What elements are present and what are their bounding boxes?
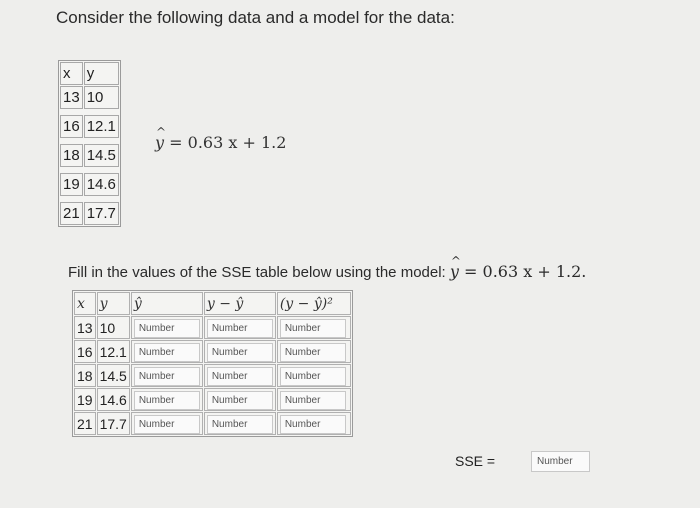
table-row: [74, 316, 351, 339]
yhat-input[interactable]: Number: [134, 415, 200, 434]
sse-table: [72, 290, 353, 437]
table-row: [60, 173, 119, 196]
cell-y: 12.1: [97, 340, 130, 363]
instruction-text: [68, 262, 586, 281]
header-residual: y − ŷ: [204, 292, 276, 315]
cell-x: 13: [60, 86, 83, 109]
cell-x: 19: [74, 388, 96, 411]
residual-input[interactable]: Number: [207, 319, 273, 338]
cell-x: 16: [74, 340, 96, 363]
cell-x: 18: [60, 144, 83, 167]
residual-input[interactable]: Number: [207, 367, 273, 386]
cell-x: 18: [74, 364, 96, 387]
cell-x: 21: [74, 412, 96, 435]
cell-x: 13: [74, 316, 96, 339]
squared-residual-input[interactable]: Number: [280, 391, 346, 410]
table-row: [60, 144, 119, 167]
table-row: [74, 388, 351, 411]
cell-y: 12.1: [84, 115, 119, 138]
table-row: [60, 115, 119, 138]
squared-residual-input[interactable]: Number: [280, 415, 346, 434]
table-row: [74, 364, 351, 387]
yhat-input[interactable]: Number: [134, 391, 200, 410]
yhat-input[interactable]: Number: [134, 343, 200, 362]
cell-y: 10: [84, 86, 119, 109]
header-x: x: [74, 292, 96, 315]
model-lhs: ^ y: [155, 133, 164, 152]
cell-y: 14.5: [84, 144, 119, 167]
sse-input[interactable]: Number: [531, 451, 590, 472]
instruction-label: Fill in the values of the SSE table below using the model:: [68, 264, 446, 281]
cell-x: 16: [60, 115, 83, 138]
cell-x: 19: [60, 173, 83, 196]
squared-residual-input[interactable]: Number: [280, 367, 346, 386]
cell-y: 14.5: [97, 364, 130, 387]
cell-y: 17.7: [84, 202, 119, 225]
model-rhs: = 0.63 x + 1.2: [169, 133, 287, 152]
model-equation: [155, 133, 286, 152]
instruction-equation: [450, 262, 586, 281]
cell-y: 10: [97, 316, 130, 339]
sse-table-header: [74, 292, 351, 315]
instruction-rhs: = 0.63 x + 1.2.: [464, 262, 587, 281]
residual-input[interactable]: Number: [207, 343, 273, 362]
header-squared-residual: (y − ŷ)²: [277, 292, 351, 315]
data-table-header: [60, 62, 119, 85]
question-title: Consider the following data and a model for the data:: [56, 8, 455, 27]
data-table: [58, 60, 121, 227]
table-row: [60, 86, 119, 109]
table-row: [74, 340, 351, 363]
header-yhat: ŷ: [131, 292, 203, 315]
header-y: y: [97, 292, 130, 315]
cell-y: 14.6: [97, 388, 130, 411]
cell-x: 21: [60, 202, 83, 225]
instruction-lhs: ^ y: [450, 262, 459, 281]
yhat-input[interactable]: Number: [134, 319, 200, 338]
squared-residual-input[interactable]: Number: [280, 319, 346, 338]
header-x: x: [60, 62, 83, 85]
yhat-input[interactable]: Number: [134, 367, 200, 386]
table-row: [74, 412, 351, 435]
table-row: [60, 202, 119, 225]
cell-y: 14.6: [84, 173, 119, 196]
sse-label: SSE =: [455, 453, 496, 469]
squared-residual-input[interactable]: Number: [280, 343, 346, 362]
residual-input[interactable]: Number: [207, 391, 273, 410]
residual-input[interactable]: Number: [207, 415, 273, 434]
header-y: y: [84, 62, 119, 85]
cell-y: 17.7: [97, 412, 130, 435]
